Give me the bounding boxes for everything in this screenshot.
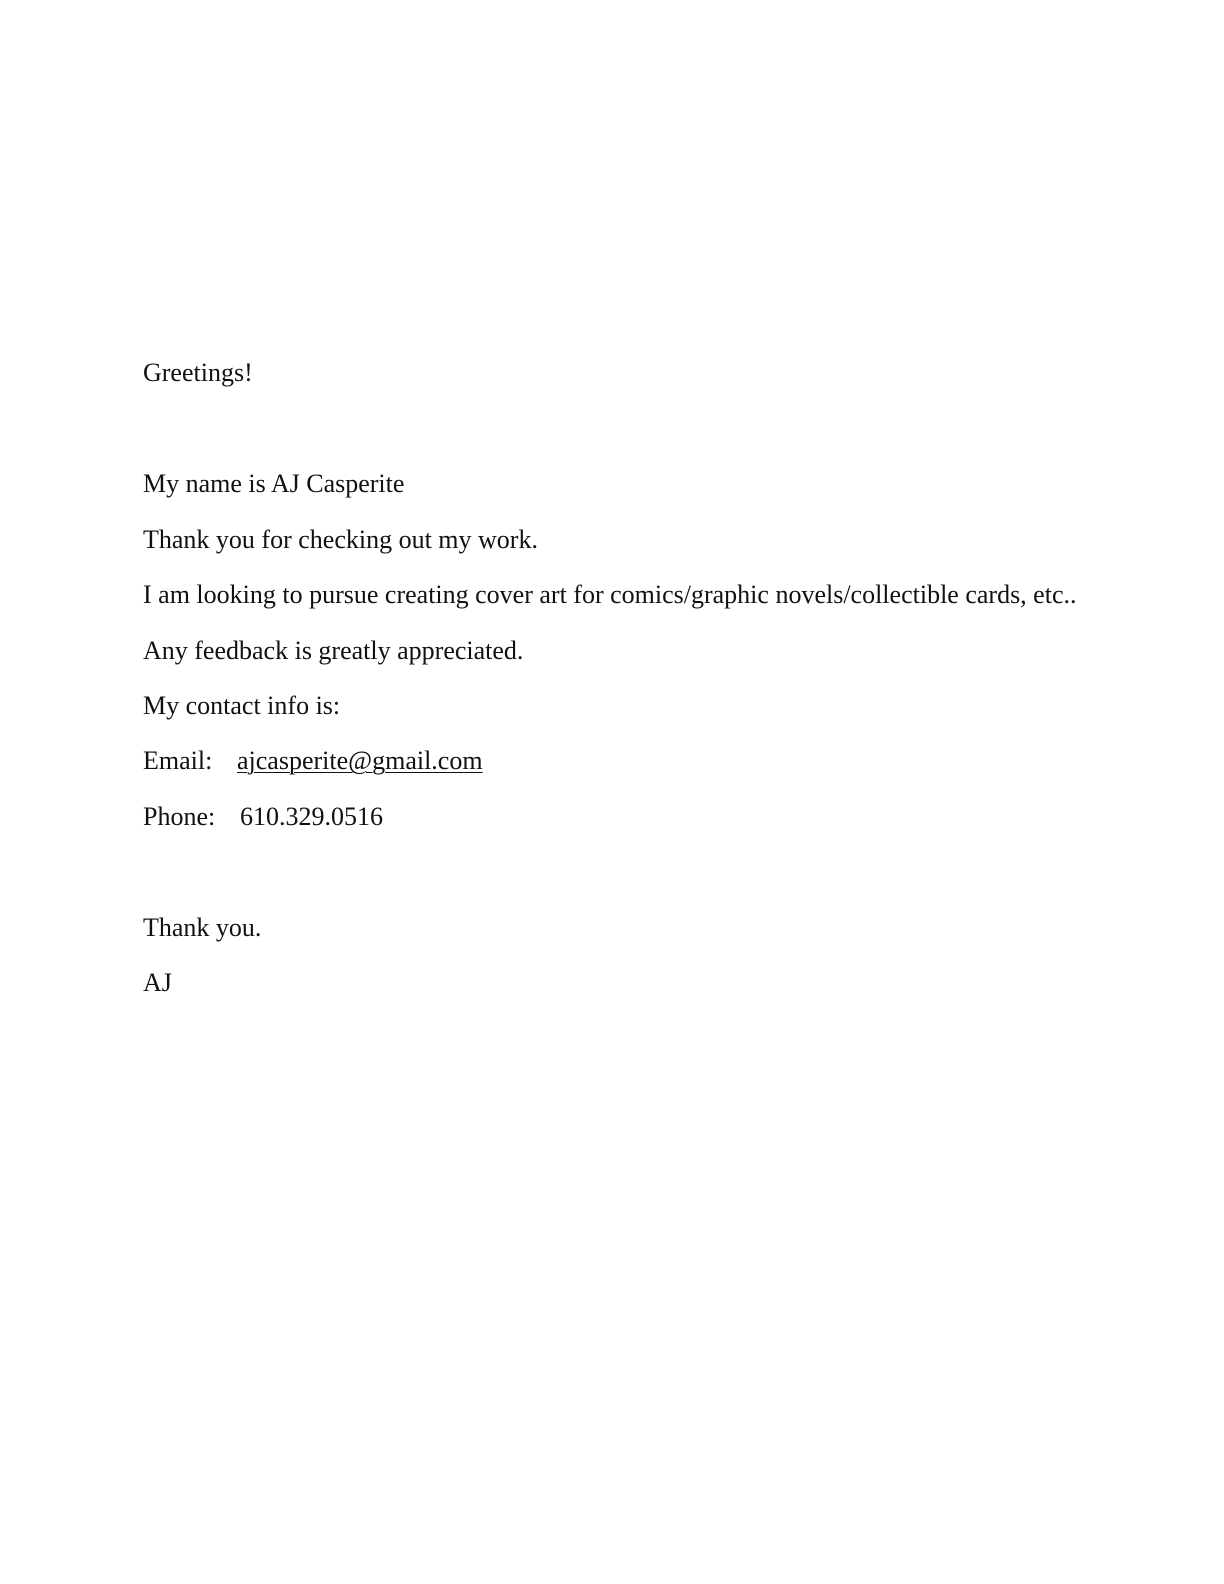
email-row xyxy=(143,745,483,777)
phone-row xyxy=(143,801,383,833)
signature-line: AJ xyxy=(143,968,172,997)
thanks-line: Thank you for checking out my work. xyxy=(143,525,538,554)
contact-heading: My contact info is: xyxy=(143,691,341,720)
email-link[interactable]: ajcasperite@gmail.com xyxy=(237,746,483,775)
feedback-line: Any feedback is greatly appreciated. xyxy=(143,636,524,665)
phone-value: 610.329.0516 xyxy=(240,802,383,831)
phone-label: Phone: xyxy=(143,802,216,831)
goal-line: I am looking to pursue creating cover art for comics/graphic novels/collectible cards, etc.. xyxy=(143,580,1077,609)
closing-line: Thank you. xyxy=(143,913,262,942)
intro-line: My name is AJ Casperite xyxy=(143,469,405,498)
greeting-line: Greetings! xyxy=(143,358,253,387)
email-label: Email: xyxy=(143,746,213,775)
